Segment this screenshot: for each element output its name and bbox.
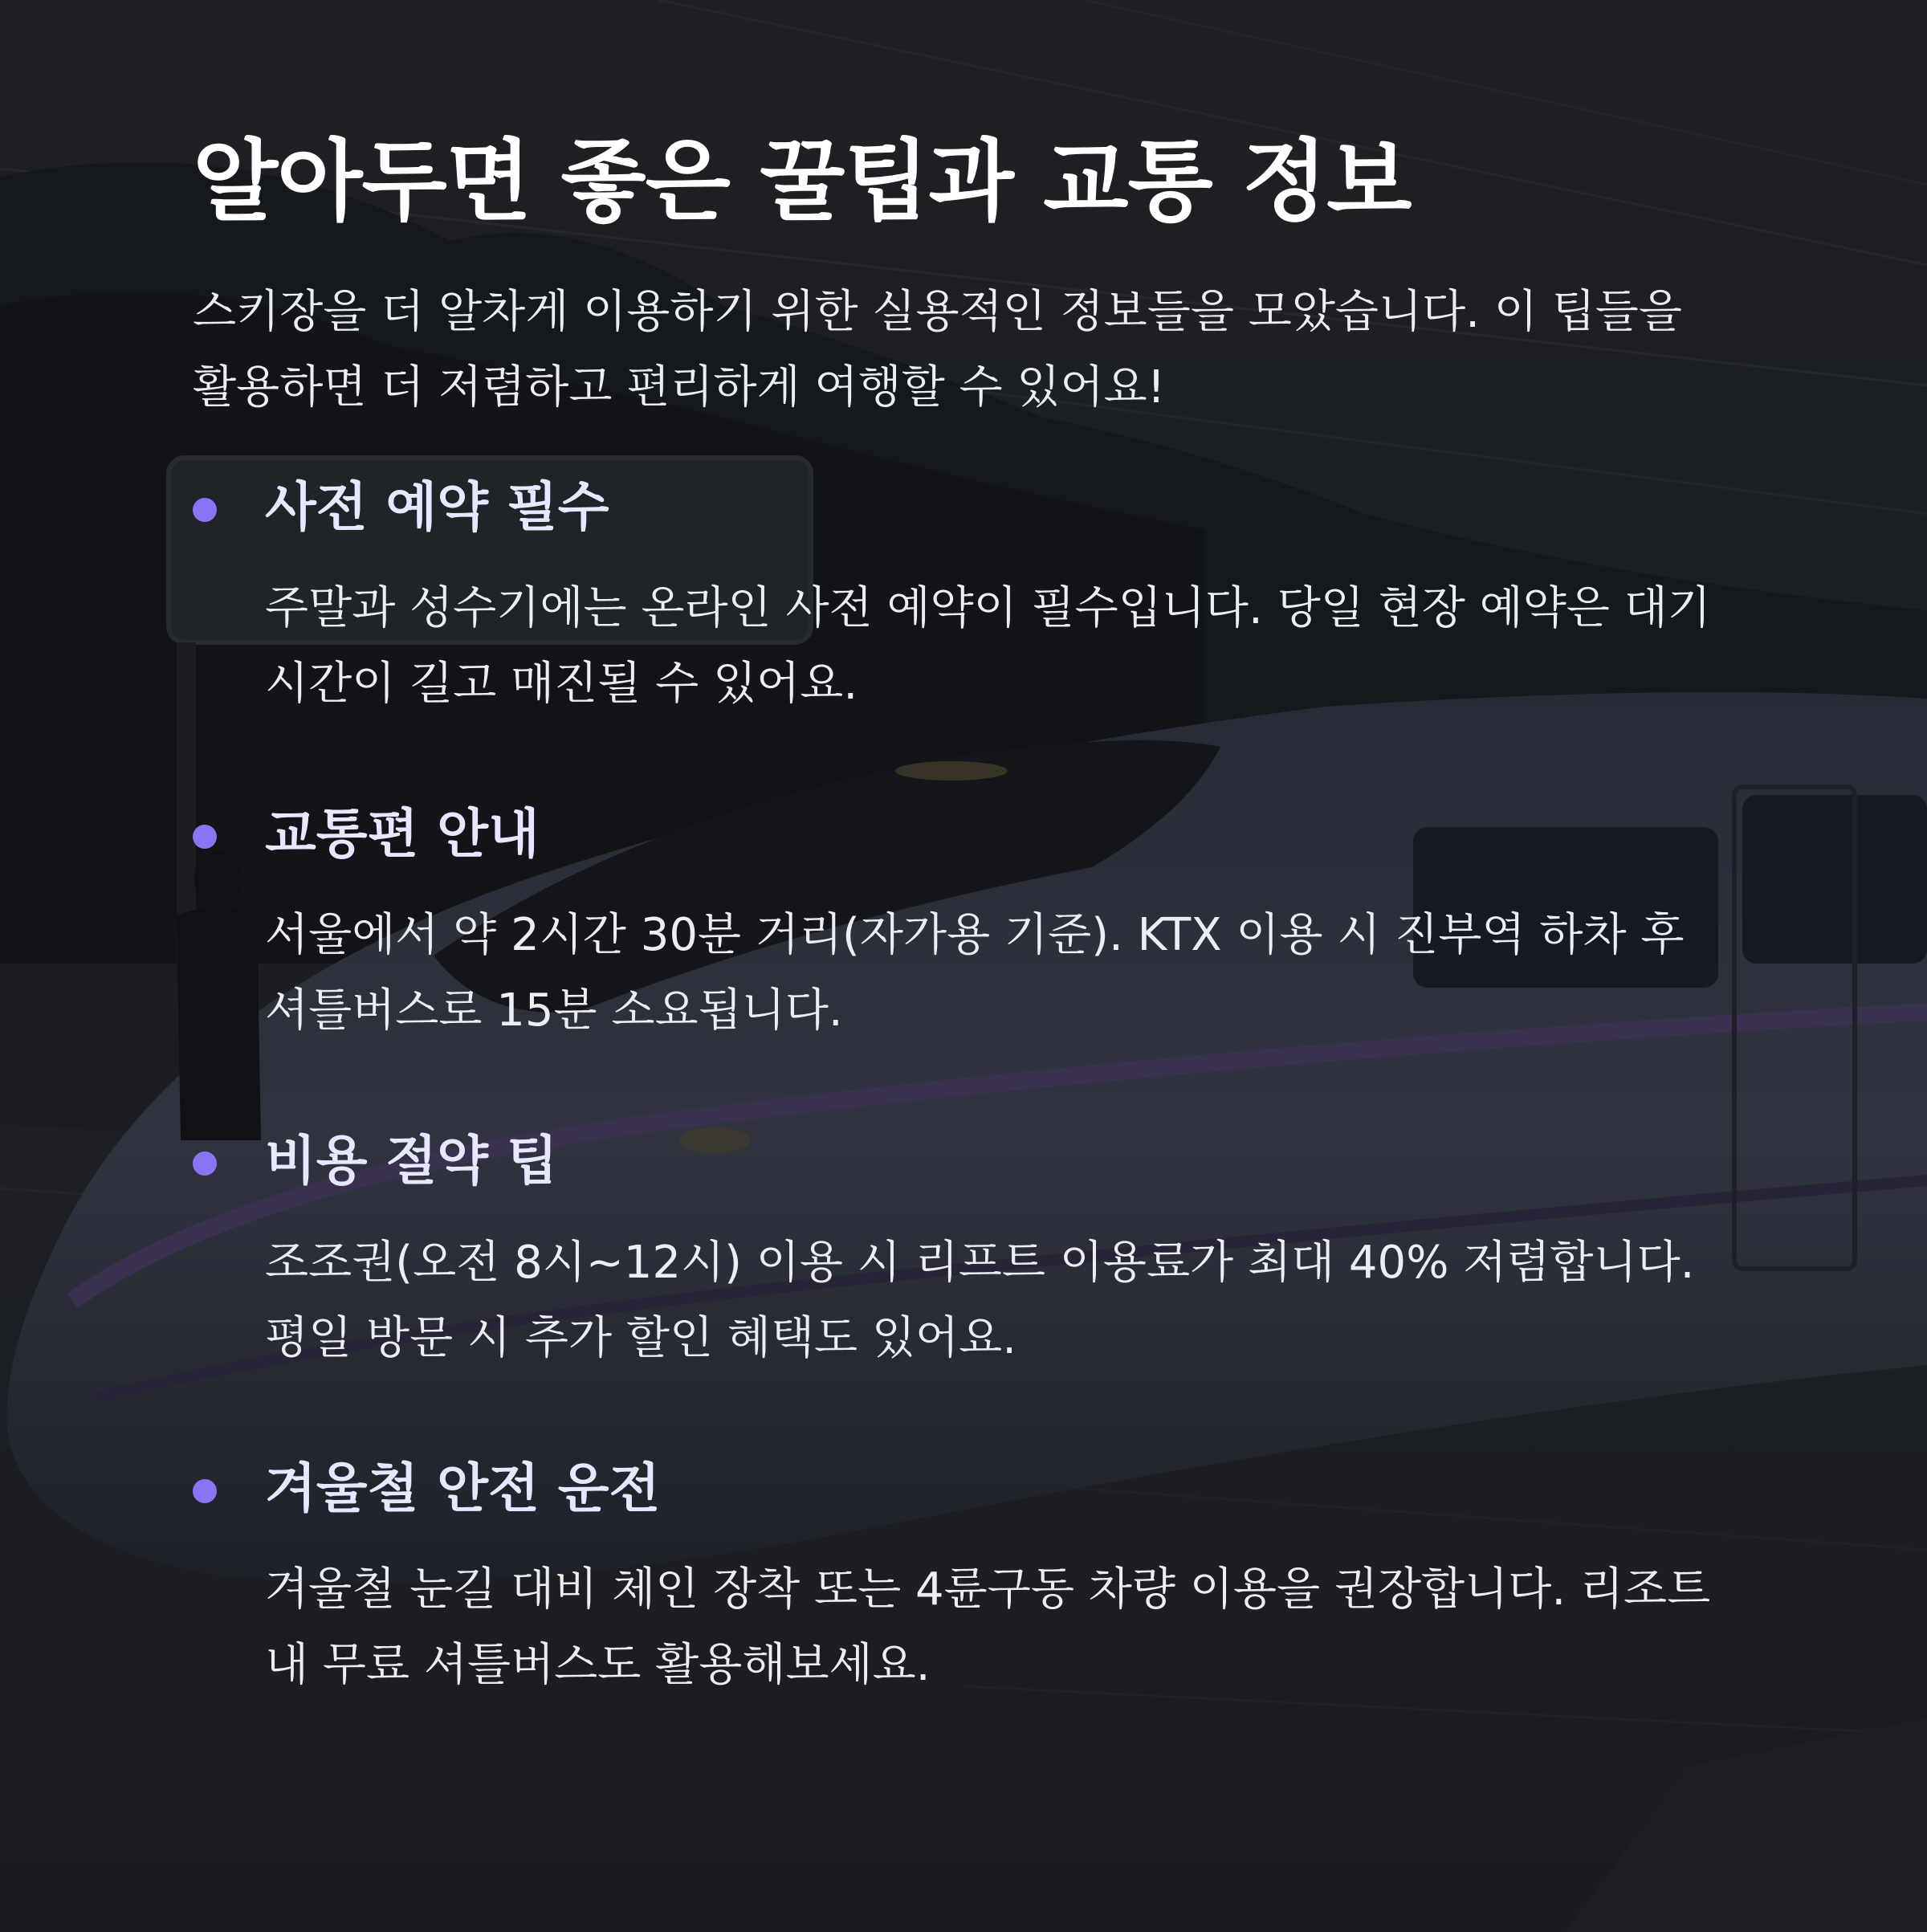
bullet-dot-icon (193, 498, 217, 522)
tip-item-transportation (193, 802, 1766, 1049)
tip-title: 겨울철 안전 운전 (265, 1457, 661, 1519)
tip-item-cost-saving (193, 1129, 1766, 1376)
tip-title: 사전 예약 필수 (265, 476, 609, 538)
tip-description: 겨울철 눈길 대비 체인 장착 또는 4륜구동 차량 이용을 권장합니다. 리조트 내 무료 셔틀버스도 활용해보세요. (265, 1563, 1711, 1691)
tips-section (193, 128, 1766, 1703)
tip-description: 서울에서 약 2시간 30분 거리(자가용 기준). KTX 이용 시 진부역 하차 후 셔틀버스로 15분 소요됩니다. (265, 909, 1685, 1037)
bullet-dot-icon (193, 825, 217, 849)
tip-item-advance-booking (193, 475, 1766, 722)
tip-title: 교통편 안내 (265, 803, 540, 866)
tips-list (193, 475, 1766, 1703)
intro-paragraph: 스키장을 더 알차게 이용하기 위한 실용적인 정보들을 모았습니다. 이 팁들을 활용하면 더 저렴하고 편리하게 여행할 수 있어요! (193, 286, 1682, 414)
tip-title: 비용 절약 팁 (265, 1130, 558, 1192)
tip-description: 조조권(오전 8시~12시) 이용 시 리프트 이용료가 최대 40% 저렴합니다. 평일 방문 시 추가 할인 혜택도 있어요. (265, 1236, 1695, 1364)
bullet-dot-icon (193, 1479, 217, 1503)
tip-description: 주말과 성수기에는 온라인 사전 예약이 필수입니다. 당일 현장 예약은 대기시간이 길고 매진될 수 있어요. (265, 582, 1711, 711)
bullet-dot-icon (193, 1151, 217, 1176)
tip-item-winter-driving (193, 1457, 1766, 1703)
page-title: 알아두면 좋은 꿀팁과 교통 정보 (193, 130, 1412, 233)
